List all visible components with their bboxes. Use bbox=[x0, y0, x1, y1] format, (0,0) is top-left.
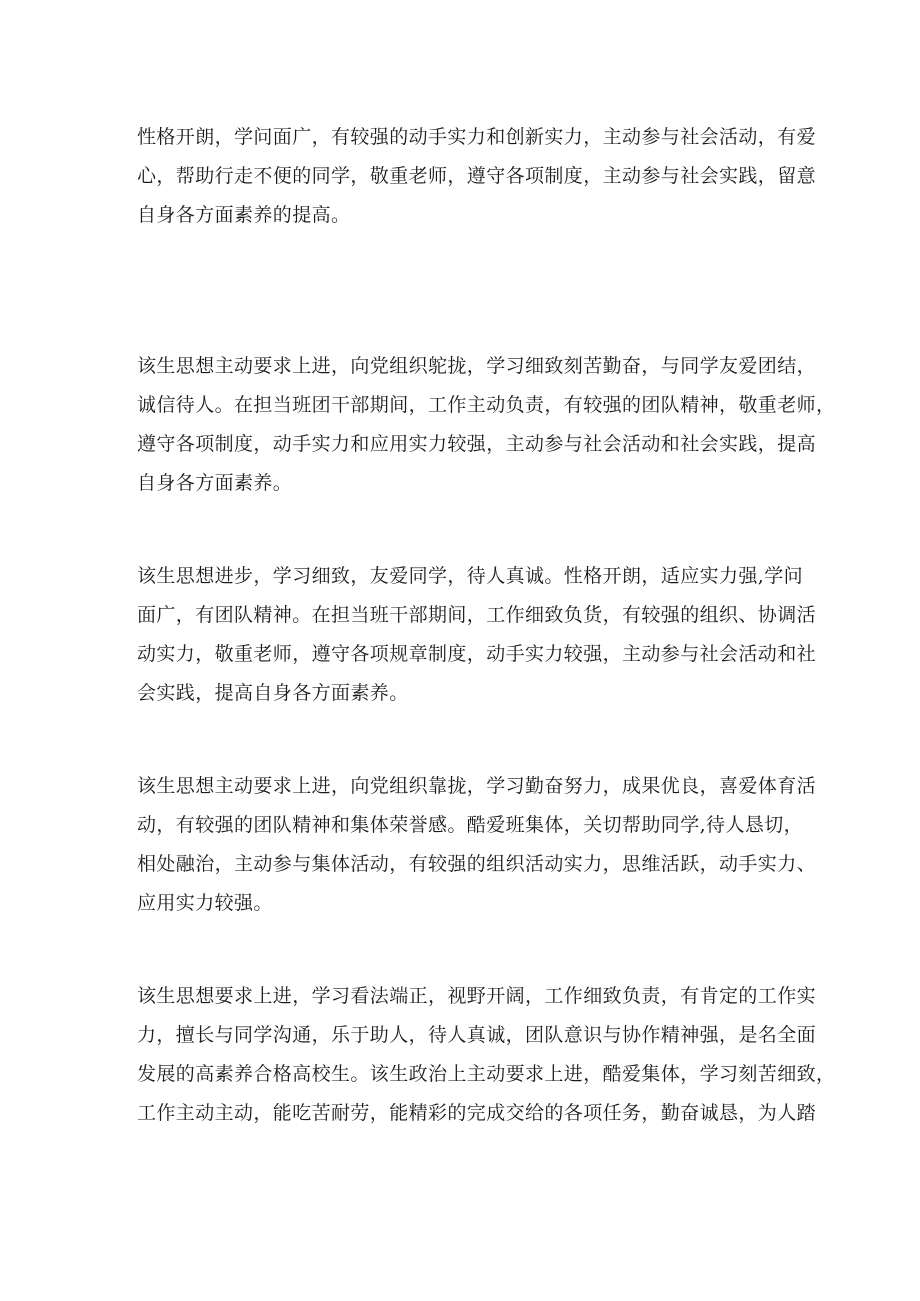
paragraph-line: 性格开朗，学问面广，有较强的动手实力和创新实力，主动参与社会活动，有爱 bbox=[137, 126, 817, 148]
paragraph-line: 相处融治，主动参与集体活动，有较强的组织活动实力，思维活跃，动手实力、 bbox=[137, 853, 817, 875]
paragraph-line: 该生思想进步，学习细致，友爱同学，待人真诚。性格开朗，适应实力强,学问 bbox=[137, 565, 804, 587]
paragraph-line: 该生思想主动要求上进，向党组织鸵拢，学习细致刻苦勤奋，与同学友爱团结， bbox=[137, 355, 817, 377]
paragraph-line: 应用实力较强。 bbox=[137, 892, 273, 914]
paragraph-line: 自身各方面素养的提高。 bbox=[137, 204, 351, 226]
paragraph-line: 心，帮助行走不便的同学，敬重老师，遵守各项制度，主动参与社会实践，留意 bbox=[137, 165, 817, 187]
paragraph-line: 动，有较强的团队精神和集体荣誉感。酷爱班集体，关切帮助同学,待人恳切， bbox=[137, 814, 804, 836]
evaluation-paragraph-4 bbox=[137, 767, 817, 923]
paragraph-line: 该生思想主动要求上进，向党组织靠拢，学习勤奋努力，成果优良，喜爱体育活 bbox=[137, 775, 817, 797]
evaluation-paragraph-2 bbox=[137, 347, 836, 503]
paragraph-line: 工作主动主动，能吃苦耐劳，能精彩的完成交给的各项任务，勤奋诚恳，为人踏 bbox=[137, 1102, 817, 1124]
paragraph-line: 发展的高素养合格高校生。该生政治上主动要求上进，酷爱集体，学习刻苦细致， bbox=[137, 1063, 836, 1085]
paragraph-line: 遵守各项制度，动手实力和应用实力较强，主动参与社会活动和社会实践，提高 bbox=[137, 433, 817, 455]
paragraph-line: 面广，有团队精神。在担当班干部期间，工作细致负货，有较强的组织、协调活 bbox=[137, 604, 817, 626]
evaluation-paragraph-3 bbox=[137, 557, 817, 713]
evaluation-paragraph-5 bbox=[137, 977, 836, 1133]
paragraph-line: 自身各方面素养。 bbox=[137, 472, 293, 494]
paragraph-line: 该生思想要求上进，学习看法端正，视野开阔，工作细致负责，有肯定的工作实 bbox=[137, 985, 817, 1007]
evaluation-paragraph-1 bbox=[137, 118, 817, 235]
paragraph-line: 动实力，敬重老师，遵守各项规章制度，动手实力较强，主动参与社会活动和社 bbox=[137, 643, 817, 665]
paragraph-line: 会实践，提高自身各方面素养。 bbox=[137, 682, 409, 704]
paragraph-line: 诚信待人。在担当班团干部期间，工作主动负责，有较强的团队精神，敬重老师， bbox=[137, 394, 836, 416]
paragraph-line: 力，擅长与同学沟通，乐于助人，待人真诚，团队意识与协作精神强，是名全面 bbox=[137, 1024, 817, 1046]
